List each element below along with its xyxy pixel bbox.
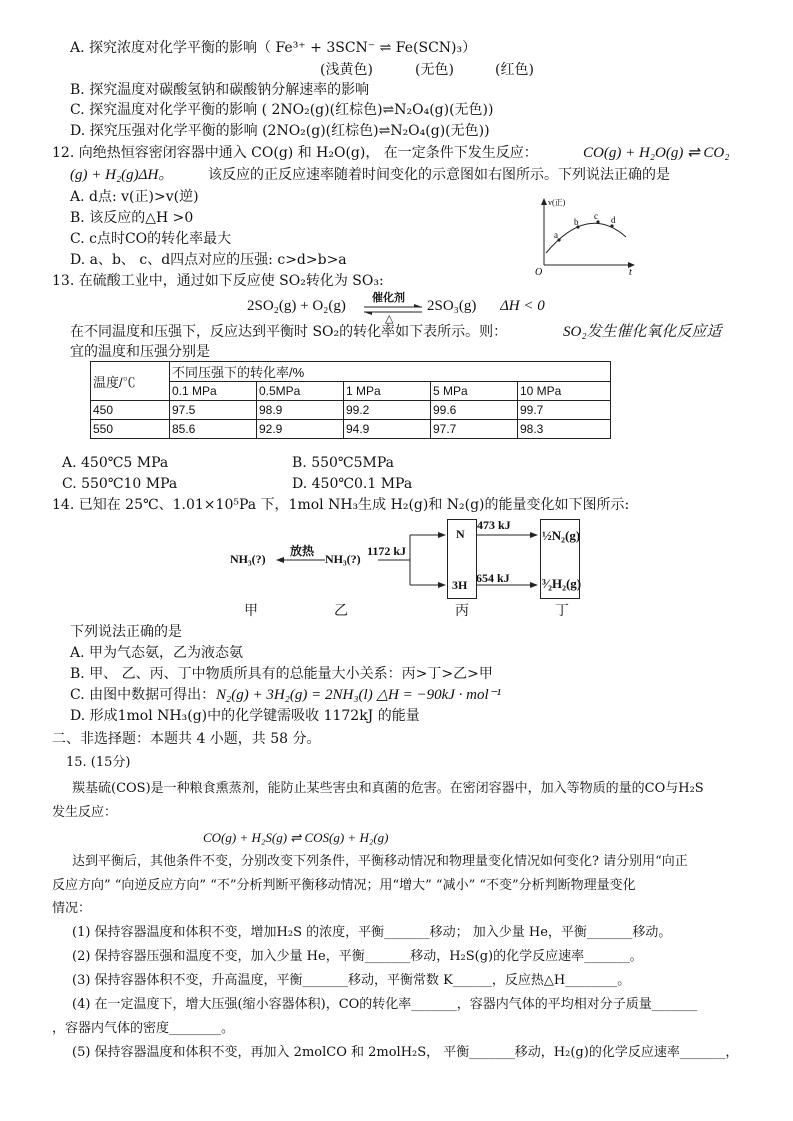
- q12-option-a: A. d点: v(正)>v(逆): [70, 189, 199, 205]
- q13-option-b: B. 550℃5MPa: [292, 455, 394, 471]
- q12-option-b: B. 该反应的△H >0: [70, 210, 194, 226]
- q13-heat: △: [385, 312, 394, 325]
- q11-option-b: B. 探究温度对碳酸氢钠和碳酸钠分解速率的影响: [70, 82, 370, 98]
- q14-stem: 14. 已知在 25℃、1.01×10⁵Pa 下，1mol NH₃生成 H₂(g)和 N₂(g)的能量变化如下图所示:: [52, 497, 630, 513]
- q14-option-a: A. 甲为气态氨，乙为液态氨: [70, 645, 244, 661]
- nh3-jia: NH₃(?): [230, 552, 266, 566]
- label-yi: 乙: [334, 603, 348, 619]
- q13-catalyst: 催化剂: [372, 291, 405, 304]
- q11-color-2: (无色): [415, 62, 454, 78]
- q15-para-1b: 发生反应：: [52, 805, 118, 820]
- q15-para-1: 羰基硫(COS)是一种粮食熏蒸剂，能防止某些害虫和真菌的危害。在密闭容器中，加入等物质的量的CO与H₂S: [72, 781, 704, 796]
- q13-stem-2b: SO₂发生催化氧化反应适: [563, 324, 722, 340]
- q13-eq-right: 2SO₃(g): [427, 298, 477, 314]
- q15-number: 15. (15分): [66, 755, 131, 770]
- conversion-table: [90, 361, 611, 439]
- q12-equation: CO(g) + H₂O(g) ⇌ CO₂: [583, 145, 730, 161]
- q15-equation: CO(g) + H₂S(g) ⇌ COS(g) + H₂(g): [203, 830, 389, 845]
- point-b: b: [574, 217, 579, 227]
- point-a: a: [554, 230, 558, 240]
- q15-sub-2: (2) 保持容器压强和温度不变，加入少量 He，平衡_______移动，H₂S(g)的化学反应速率_______。: [72, 949, 643, 964]
- release-heat-label: 放热: [290, 544, 315, 558]
- q14-lead: 下列说法正确的是: [70, 624, 182, 640]
- q12-stem: 12. 向绝热恒容密闭容器中通入 CO(g) 和 H₂O(g)， 在一定条件下发生反应：: [52, 145, 538, 161]
- table-pressure: 1 MPa: [344, 382, 431, 401]
- q12-option-c: C. c点时CO的转化率最大: [70, 231, 232, 247]
- energy-654: 654 kJ: [476, 571, 510, 585]
- table-cell: 85.6: [170, 420, 257, 439]
- q13-stem-2: 在不同温度和压强下，反应达到平衡时 SO₂的转化率如下表所示。则：: [70, 324, 508, 340]
- section-heading: 二、非选择题：本题共 4 小题，共 58 分。: [52, 731, 321, 747]
- table-header-temp: 温度/℃: [91, 362, 170, 401]
- graph-y-label: v(正): [548, 198, 566, 207]
- table-row: [91, 420, 611, 439]
- energy-1172: 1172 kJ: [367, 544, 407, 558]
- q15-para-3: 反应方向” “向逆反应方向” “不”分析判断平衡移动情况；用“增大” “减小” “不变”分析判断物理量变化: [52, 878, 636, 893]
- energy-473: 473 kJ: [477, 518, 511, 532]
- n-atom: N: [456, 527, 465, 541]
- q15-para-4: 情况：: [52, 901, 92, 916]
- q14-option-c: C. 由图中数据可得出：: [70, 687, 216, 703]
- q11-color-1: (浅黄色): [320, 62, 373, 78]
- nh3-yi: NH₃(?): [325, 552, 361, 566]
- label-jia: 甲: [244, 603, 258, 619]
- table-row: [91, 401, 611, 420]
- q15-sub-1: (1) 保持容器温度和体积不变，增加H₂S 的浓度，平衡_______移动； 加入少量 He，平衡_______移动。: [72, 925, 672, 940]
- q15-sub-3: (3) 保持容器体积不变，升高温度，平衡_______移动，平衡常数 K______，反应热△H________。: [72, 973, 631, 988]
- graph-origin: O: [535, 267, 543, 278]
- table-header-pressure: 不同压强下的转化率/%: [170, 362, 611, 382]
- graph-x-label: t: [629, 267, 632, 278]
- label-ding: 丁: [555, 603, 569, 619]
- q13-stem: 13. 在硫酸工业中，通过如下反应使 SO₂转化为 SO₃:: [52, 273, 384, 289]
- energy-diagram-arrows: [230, 515, 590, 605]
- q13-option-d: D. 450℃0.1 MPa: [292, 476, 413, 492]
- table-cell: 94.9: [344, 420, 431, 439]
- q11-option-c: C. 探究温度对化学平衡的影响 ( 2NO₂(g)(红棕色)⇌N₂O₄(g)(无色)): [70, 102, 494, 118]
- q13-option-a: A. 450℃5 MPa: [62, 455, 169, 471]
- rate-time-graph: [530, 195, 640, 280]
- q13-option-c: C. 550℃10 MPa: [62, 476, 178, 492]
- q13-delta-h: ΔH < 0: [500, 298, 545, 314]
- q13-eq-left: 2SO₂(g) + O₂(g): [247, 298, 346, 314]
- table-cell: 550: [91, 420, 170, 439]
- q15-sub-4: (4) 在一定温度下，增大压强(缩小容器体积)，CO的转化率_______，容器内气体的平均相对分子质量_______: [72, 997, 698, 1012]
- q13-stem-3: 宜的温度和压强分别是: [70, 344, 210, 360]
- table-pressure: 0.5MPa: [257, 382, 344, 401]
- q11-option-d: D. 探究压强对化学平衡的影响 (2NO₂(g)(红棕色)⇌N₂O₄(g)(无色)): [70, 123, 490, 139]
- q11-option-a: A. 探究浓度对化学平衡的影响（ Fe³⁺ + 3SCN⁻ ⇌ Fe(SCN)₃）: [70, 40, 477, 56]
- q14-option-c-equation: N₂(g) + 3H₂(g) = 2NH₃(l) △H = −90kJ · mol⁻¹: [216, 687, 502, 703]
- q15-sub-4b: ，容器内气体的密度________。: [52, 1021, 235, 1036]
- h2-product: ³⁄₂H₂(g): [542, 576, 582, 591]
- table-cell: 99.6: [431, 401, 518, 420]
- n2-product: ½N₂(g): [542, 528, 581, 543]
- q14-option-d: D. 形成1mol NH₃(g)中的化学键需吸收 1172kJ 的能量: [70, 708, 420, 724]
- q12-stem-cont: 该反应的正反应速率随着时间变化的示意图如右图所示。下列说法正确的是: [208, 167, 670, 183]
- table-cell: 98.3: [518, 420, 611, 439]
- point-d: d: [611, 215, 616, 225]
- q14-option-b: B. 甲、 乙、丙、丁中物质所具有的总能量大小关系：丙>丁>乙>甲: [70, 666, 493, 682]
- table-pressure: 0.1 MPa: [170, 382, 257, 401]
- table-cell: 99.2: [344, 401, 431, 420]
- h-atoms: 3H: [452, 578, 468, 592]
- label-bing: 丙: [455, 603, 469, 619]
- point-c: c: [594, 211, 598, 221]
- table-cell: 98.9: [257, 401, 344, 420]
- table-pressure: 5 MPa: [431, 382, 518, 401]
- table-cell: 97.5: [170, 401, 257, 420]
- q12-option-d: D. a、b、 c、d四点对应的压强: c>d>b>a: [70, 252, 347, 268]
- q11-color-3: (红色): [495, 62, 534, 78]
- q15-para-2: 达到平衡后，其他条件不变，分别改变下列条件，平衡移动情况和物理量变化情况如何变化? 请分别用“向正: [72, 854, 688, 869]
- table-cell: 92.9: [257, 420, 344, 439]
- table-cell: 97.7: [431, 420, 518, 439]
- q15-sub-5: (5) 保持容器温度和体积不变，再加入 2molCO 和 2molH₂S， 平衡_______移动，H₂(g)的化学反应速率_______，: [72, 1045, 739, 1060]
- table-cell: 450: [91, 401, 170, 420]
- table-cell: 99.7: [518, 401, 611, 420]
- table-pressure: 10 MPa: [518, 382, 611, 401]
- q12-equation-cont: (g) + H₂(g)ΔH。: [70, 167, 174, 183]
